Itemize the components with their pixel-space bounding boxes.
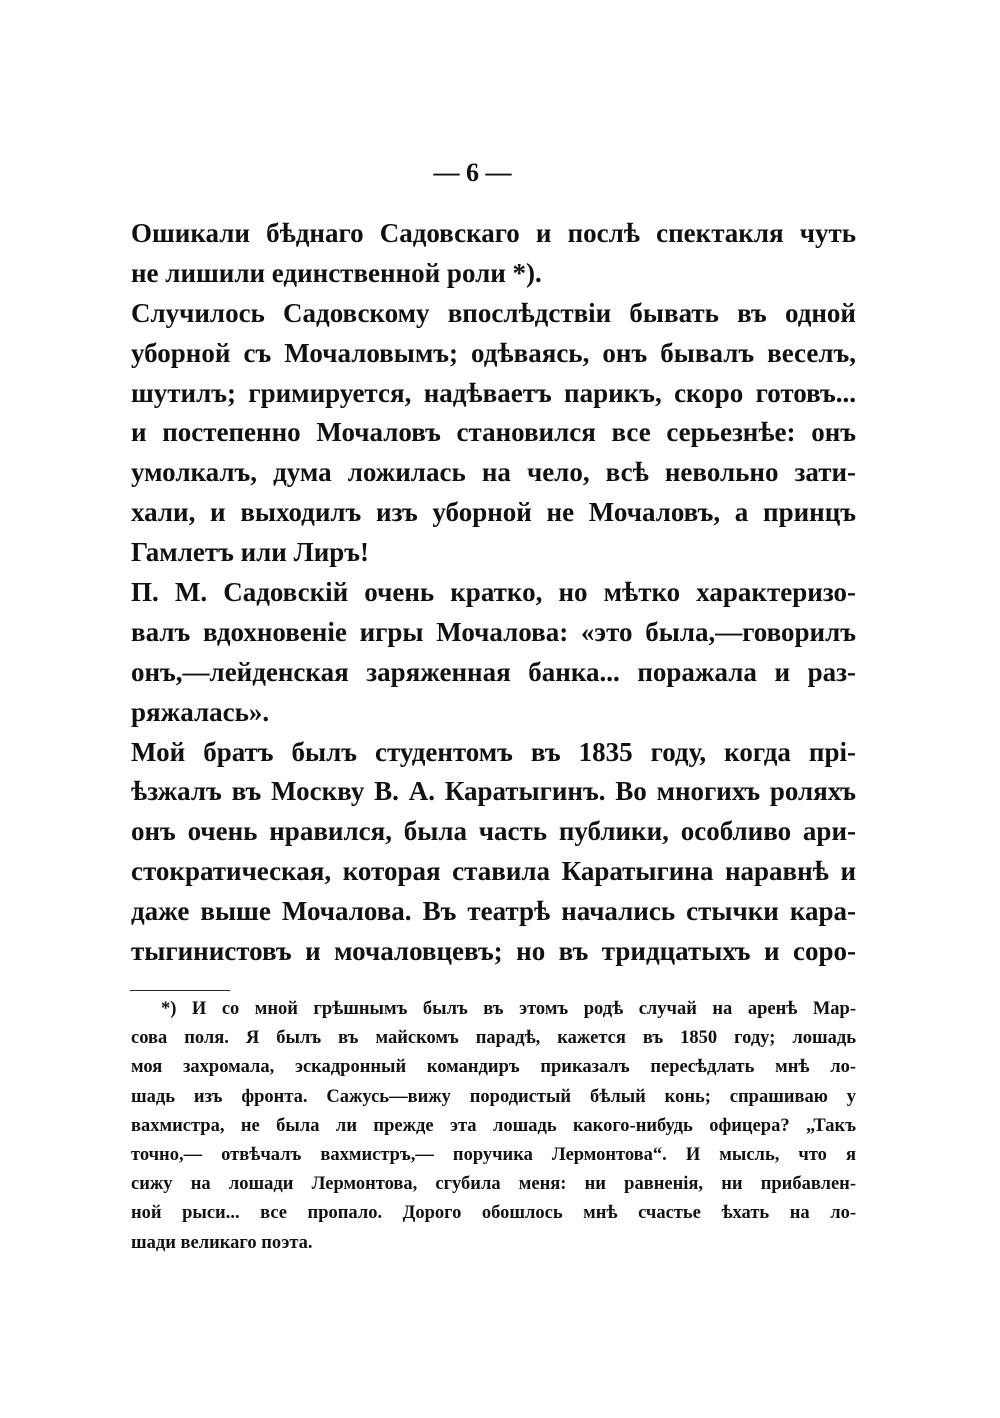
text-line: Мой братъ былъ студентомъ въ 1835 году, когда прі- — [131, 736, 856, 767]
text-line: шутилъ; гримируется, надѣваетъ парикъ, скоро готовъ... — [131, 377, 856, 408]
footnote-line: шадь изъ фронта. Сажусь—вижу породистый бѣлый конь; спрашиваю у — [131, 1086, 856, 1107]
body-text — [131, 218, 856, 976]
text-line: Случилось Садовскому впослѣдствіи бывать въ одной — [131, 297, 856, 328]
footnote — [131, 999, 856, 1262]
text-line: П. М. Садовскій очень кратко, но мѣтко характеризо- — [131, 577, 856, 608]
footnote-line: точно,— отвѣчалъ вахмистръ,— поручика Лермонтова“. И мысль, что я — [131, 1144, 856, 1165]
text-line: онъ очень нравился, была часть публики, особливо ари- — [131, 816, 856, 847]
footnote-line: сижу на лошади Лермонтова, сгубила меня: ни равненія, ни прибавлен- — [131, 1174, 856, 1195]
text-line: и постепенно Мочаловъ становился все серьезнѣе: онъ — [131, 417, 856, 448]
text-line: умолкалъ, дума ложилась на чело, всѣ невольно зати- — [131, 457, 856, 488]
text-line: тыгинистовъ и мочаловцевъ; но въ тридцатыхъ и соро- — [131, 936, 856, 967]
text-line: не лишили единственной роли *). — [131, 257, 542, 288]
text-line: хали, и выходилъ изъ уборной не Мочаловъ, а принцъ — [131, 497, 856, 528]
text-line: валъ вдохновеніе игры Мочалова: «это была,—говорилъ — [131, 616, 856, 647]
text-line: онъ,—лейденская заряженная банка... поражала и раз- — [131, 656, 856, 687]
text-line: ѣзжалъ въ Москву В. А. Каратыгинъ. Во многихъ роляхъ — [131, 776, 856, 807]
footnote-line: *) И со мной грѣшнымъ былъ въ этомъ родѣ случай на аренѣ Мар- — [161, 999, 856, 1019]
footnote-line: сова поля. Я былъ въ майскомъ парадѣ, кажется въ 1850 году; лошадь — [131, 1028, 856, 1049]
footnote-line: ной рыси... все пропало. Дорого обошлось мнѣ счастье ѣхать на ло- — [131, 1203, 856, 1224]
text-line: Гамлетъ или Лиръ! — [131, 537, 370, 568]
footnote-line: моя захромала, эскадронный командиръ приказалъ переcѣдлать мнѣ ло- — [131, 1057, 856, 1078]
text-line: Ошикали бѣднаго Садовскаго и послѣ спектакля чуть — [131, 218, 856, 248]
footnote-line: вахмистра, не была ли прежде эта лошадь какого-нибудь офицера? „Такъ — [131, 1115, 856, 1136]
page-number: — 6 — — [433, 158, 512, 187]
footnote-line: шади великаго поэта. — [131, 1232, 313, 1253]
footnote-divider — [130, 990, 230, 991]
text-line: ряжалась». — [131, 696, 270, 727]
text-line: даже выше Мочалова. Въ театрѣ начались стычки кара- — [131, 896, 856, 927]
text-line: стократическая, которая ставила Каратыгина наравнѣ и — [131, 856, 856, 887]
text-line: уборной съ Мочаловымъ; одѣваясь, онъ бывалъ веселъ, — [131, 337, 856, 368]
